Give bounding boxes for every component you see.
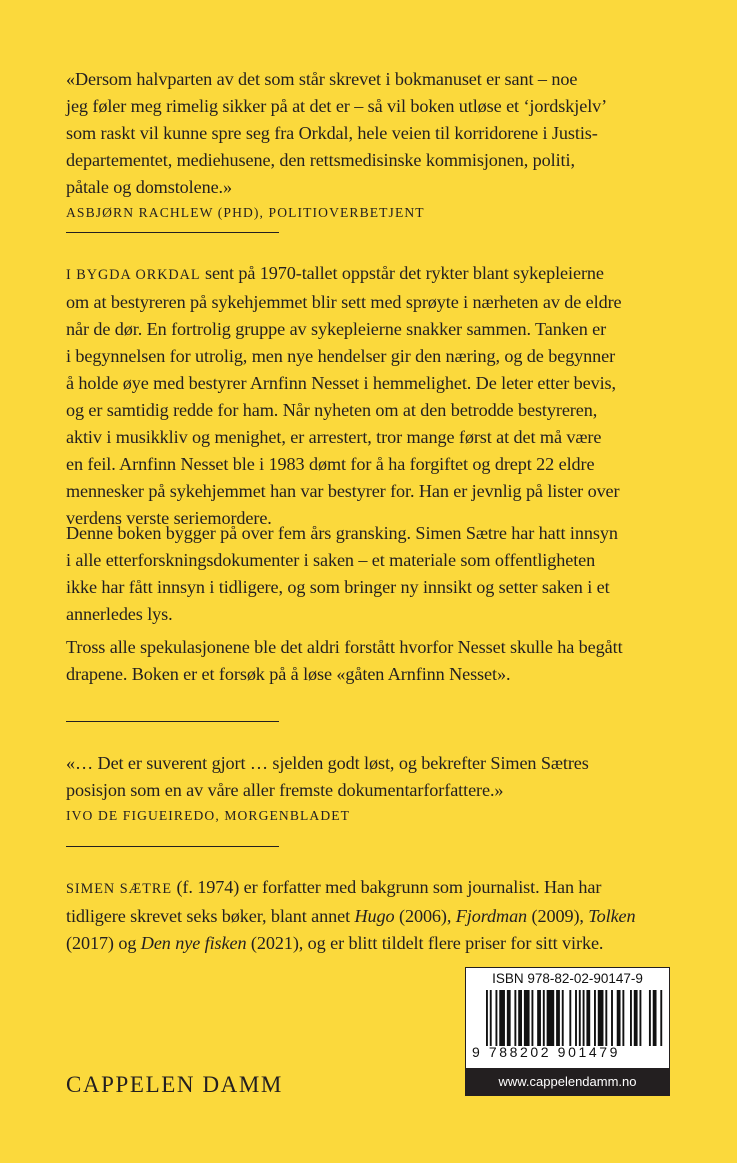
quote-line: posisjon som en av våre aller fremste dokumentarforfattere.» [66, 780, 504, 800]
barcode-bar [490, 990, 492, 1046]
barcode-bar [605, 990, 607, 1046]
barcode-bar [622, 990, 624, 1046]
divider [66, 846, 279, 847]
barcode-bar [514, 990, 516, 1046]
summary-line: å holde øye med bestyrer Arnfinn Nesset i hemmelighet. De leter etter bevis, [66, 373, 616, 393]
author-bio [66, 874, 686, 957]
summary-line: I BYGDA ORKDAL sent på 1970-tallet oppstår det rykter blant sykepleierne [66, 263, 604, 283]
summary-lead: I BYGDA ORKDAL [66, 267, 201, 283]
isbn-label: ISBN 978-82-02-90147-9 [492, 971, 643, 986]
isbn-barcode [465, 967, 670, 1096]
barcode-bar [579, 990, 581, 1046]
summary-line: når de dør. En fortrolig gruppe av sykepleierne snakker sammen. Tanken er [66, 319, 607, 339]
quote-line: jeg føler meg rimelig sikker på at det er – så vil boken utløse et ‘jordskjelv’ [66, 96, 608, 116]
barcode-bar [634, 990, 638, 1046]
barcode-bar [537, 990, 541, 1046]
summary-line: om at bestyreren på sykehjemmet blir sett med sprøyte i nærheten av de eldre [66, 292, 622, 312]
barcode-bar [586, 990, 590, 1046]
author-name: SIMEN SÆTRE [66, 881, 172, 897]
barcode-bar [583, 990, 585, 1046]
summary-line: aktiv i musikkliv og menighet, er arrestert, tror mange først at det må være [66, 427, 602, 447]
publisher-url: www.cappelendamm.no [466, 1068, 669, 1095]
quote-line: departementet, mediehusene, den rettsmedisinske kommisjonen, politi, [66, 150, 575, 170]
book-summary [66, 260, 686, 532]
review-quote [66, 750, 686, 826]
barcode-bar [486, 990, 488, 1046]
barcode-bar [569, 990, 571, 1046]
bio-line: (2017) og Den nye fisken (2021), og er blitt tildelt flere priser for sitt virke. [66, 933, 604, 953]
divider [66, 721, 279, 722]
barcode-bar [649, 990, 651, 1046]
barcode-bar [630, 990, 632, 1046]
quote-attribution: ASBJØRN RACHLEW (PHD), POLITIOVERBETJENT [66, 205, 425, 220]
barcode-bar [556, 990, 560, 1046]
quote-line: som raskt vil kunne spre seg fra Orkdal, hele veien til korridorene i Justis- [66, 123, 598, 143]
barcode-bar [495, 990, 497, 1046]
quote-line: «… Det er suverent gjort … sjelden godt løst, og bekrefter Simen Sætres [66, 753, 589, 773]
book-title: Den nye fisken [140, 933, 247, 953]
research-line: ikke har fått innsyn i tidligere, og som bringer ny innsikt og setter saken i et [66, 577, 610, 597]
divider [66, 232, 279, 233]
barcode-bar [617, 990, 621, 1046]
barcode-bar [507, 990, 511, 1046]
bio-line: SIMEN SÆTRE (f. 1974) er forfatter med bakgrunn som journalist. Han har [66, 877, 602, 897]
summary-line: mennesker på sykehjemmet han var bestyrer for. Han er jevnlig på lister over [66, 481, 620, 501]
barcode-bar [547, 990, 555, 1046]
mystery-paragraph [66, 634, 686, 688]
barcode-bar [524, 990, 530, 1046]
quote-attribution: IVO DE FIGUEIREDO, MORGENBLADET [66, 808, 351, 823]
publisher-logo: CAPPELEN DAMM [66, 1072, 283, 1097]
barcode-bar [499, 990, 505, 1046]
barcode-bar [653, 990, 657, 1046]
quote-line: «Dersom halvparten av det som står skrevet i bokmanuset er sant – noe [66, 69, 578, 89]
research-line: annerledes lys. [66, 604, 173, 624]
book-title: Hugo [354, 906, 395, 926]
book-title: Fjordman [455, 906, 528, 926]
quote-line: påtale og domstolene.» [66, 177, 232, 197]
book-title: Tolken [588, 906, 636, 926]
barcode-bar [639, 990, 641, 1046]
research-line: Denne boken bygger på over fem års gransking. Simen Sætre har hatt innsyn [66, 523, 618, 543]
barcode-bar [598, 990, 604, 1046]
barcode-bar [543, 990, 545, 1046]
opening-quote [66, 66, 686, 223]
mystery-line: Tross alle spekulasjonene ble det aldri forstått hvorfor Nesset skulle ha begått [66, 637, 623, 657]
barcode-bar [531, 990, 533, 1046]
barcode-digits: 9 788202 901479 [472, 1044, 620, 1060]
barcode-bar [660, 990, 662, 1046]
barcode-bar [518, 990, 522, 1046]
summary-line: i begynnelsen for utrolig, men nye hendelser gir den næring, og de begynner [66, 346, 616, 366]
barcode-bars [486, 990, 666, 1046]
barcode-bar [562, 990, 564, 1046]
summary-line: en feil. Arnfinn Nesset ble i 1983 dømt for å ha forgiftet og drept 22 eldre [66, 454, 595, 474]
bio-line: tidligere skrevet seks bøker, blant annet Hugo (2006), Fjordman (2009), Tolken [66, 906, 636, 926]
mystery-line: drapene. Boken er et forsøk på å løse «gåten Arnfinn Nesset». [66, 664, 511, 684]
summary-line: verdens verste seriemordere. [66, 508, 272, 528]
barcode-bar [594, 990, 596, 1046]
barcode-bar [575, 990, 577, 1046]
barcode-bar [611, 990, 613, 1046]
research-paragraph [66, 520, 686, 628]
research-line: i alle etterforskningsdokumenter i saken – et materiale som offentligheten [66, 550, 596, 570]
summary-line: og er samtidig redde for ham. Når nyheten om at den betrodde bestyreren, [66, 400, 598, 420]
